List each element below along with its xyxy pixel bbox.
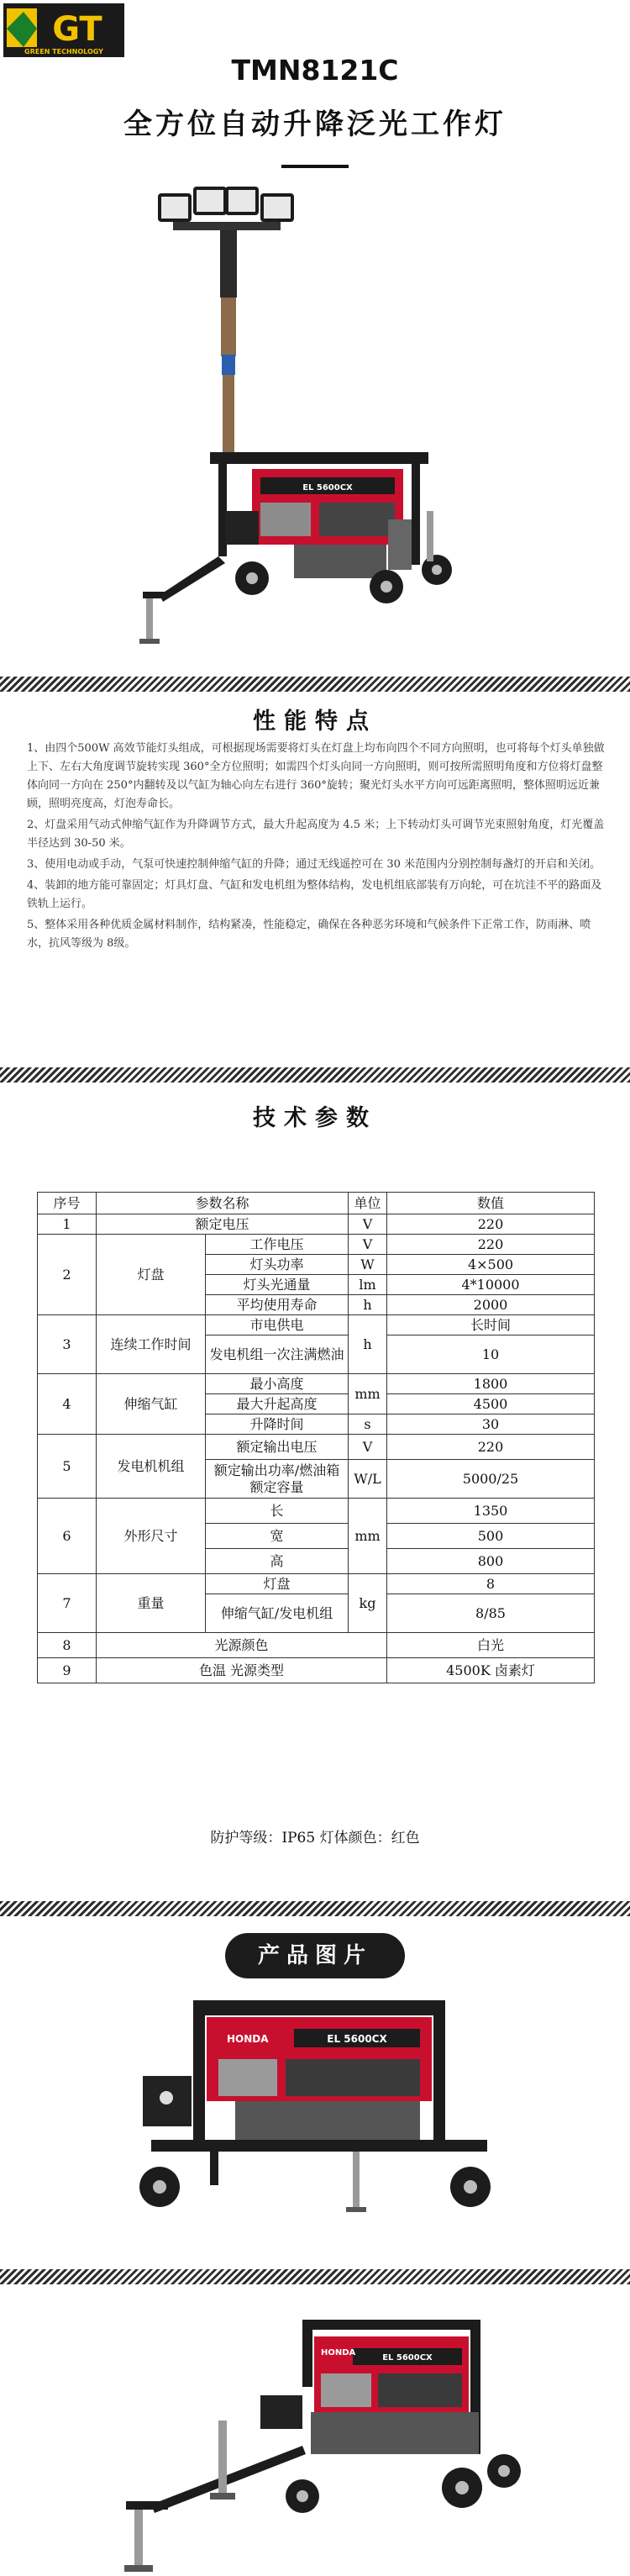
row-index: 5 [38, 1435, 97, 1499]
param-value: 4500 [387, 1394, 595, 1414]
table-row [38, 1435, 595, 1460]
param-sub: 长 [206, 1499, 349, 1524]
param-value: 220 [387, 1435, 595, 1460]
photo2-generator-model: EL 5600CX [382, 2353, 433, 2363]
param-sub: 最小高度 [206, 1374, 349, 1394]
param-sub: 额定输出功率/燃油箱额定容量 [206, 1460, 349, 1499]
feature-item: 1、由四个500W 高效节能灯头组成，可根据现场需要将灯头在灯盘上均布向四个不同方向照明，也可将每个灯头单独做上下、左右大角度调节旋转实现 360°全方位照明；如需四个灯头向同一方向照明，则可按所需照明角度和方位将灯盘整体向同一方向在 250°内翻转及以气缸为轴心向左右进行 360°旋转；聚光灯头水平方向可远距离照明，整体照明远近兼顾，照明亮度高，灯泡寿命长。 [27, 742, 605, 810]
model-number: TMN8121C [231, 54, 399, 87]
param-unit: V [349, 1214, 387, 1235]
table-row [38, 1235, 595, 1255]
header-cell: 序号 [38, 1193, 97, 1214]
section-divider [0, 2269, 630, 2284]
param-value: 800 [387, 1549, 595, 1574]
param-sub: 平均使用寿命 [206, 1295, 349, 1315]
row-index: 6 [38, 1499, 97, 1574]
features-heading: 性能特点 [253, 709, 377, 735]
param-sub: 宽 [206, 1524, 349, 1549]
param-sub: 伸缩气缸/发电机组 [206, 1594, 349, 1633]
param-value: 4*10000 [387, 1275, 595, 1295]
param-value: 5000/25 [387, 1460, 595, 1499]
header-cell: 单位 [349, 1193, 387, 1214]
row-index: 4 [38, 1374, 97, 1435]
param-sub: 灯头功率 [206, 1255, 349, 1275]
photo2-generator-brand: HONDA [321, 2348, 356, 2357]
row-index: 8 [38, 1633, 97, 1658]
param-value: 1800 [387, 1374, 595, 1394]
light-tower-image [126, 175, 479, 654]
features-list [27, 740, 606, 956]
param-name: 色温 光源类型 [97, 1658, 387, 1683]
param-unit: s [349, 1414, 387, 1435]
param-unit: W [349, 1255, 387, 1275]
param-unit: kg [349, 1574, 387, 1633]
param-value: 10 [387, 1335, 595, 1374]
param-value: 30 [387, 1414, 595, 1435]
brand-logo [3, 3, 124, 57]
section-divider [0, 1901, 630, 1916]
section-divider [0, 677, 630, 692]
header-cell: 数值 [387, 1193, 595, 1214]
param-value: 2000 [387, 1295, 595, 1315]
row-index: 9 [38, 1658, 97, 1683]
param-name: 伸缩气缸 [97, 1374, 206, 1435]
param-name: 发电机机组 [97, 1435, 206, 1499]
param-value: 4×500 [387, 1255, 595, 1275]
row-index: 7 [38, 1574, 97, 1633]
param-unit: V [349, 1435, 387, 1460]
logo-text: GT [52, 10, 102, 49]
param-unit: h [349, 1295, 387, 1315]
header-cell: 参数名称 [97, 1193, 349, 1214]
param-value: 220 [387, 1214, 595, 1235]
hero-generator-model: EL 5600CX [302, 483, 353, 493]
photo1-generator-brand: HONDA [227, 2033, 269, 2045]
table-row [38, 1574, 595, 1594]
photo1-generator-model: EL 5600CX [327, 2033, 387, 2045]
param-unit: h [349, 1315, 387, 1374]
param-name: 光源颜色 [97, 1633, 387, 1658]
param-sub: 最大升起高度 [206, 1394, 349, 1414]
table-row [38, 1374, 595, 1394]
param-sub: 市电供电 [206, 1315, 349, 1335]
param-sub: 工作电压 [206, 1235, 349, 1255]
feature-item: 4、装卸的地方能可靠固定；灯具灯盘、气缸和发电机组为整体结构，发电机组底部装有万向轮，可在坑洼不平的路面及铁轨上运行。 [27, 879, 602, 910]
generator-photo [126, 1992, 512, 2219]
param-value: 8/85 [387, 1594, 595, 1633]
specs-heading: 技术参数 [253, 1105, 377, 1131]
table-header-row [38, 1193, 595, 1214]
row-index: 3 [38, 1315, 97, 1374]
param-value: 500 [387, 1524, 595, 1549]
param-unit: lm [349, 1275, 387, 1295]
param-sub: 灯盘 [206, 1574, 349, 1594]
param-value: 4500K 卤素灯 [387, 1658, 595, 1683]
param-name: 外形尺寸 [97, 1499, 206, 1574]
param-sub: 升降时间 [206, 1414, 349, 1435]
param-sub: 高 [206, 1549, 349, 1574]
table-row [38, 1315, 595, 1335]
product-title: 全方位自动升降泛光工作灯 [123, 108, 507, 141]
param-sub: 发电机组一次注满燃油 [206, 1335, 349, 1374]
feature-item: 2、灯盘采用气动式伸缩气缸作为升降调节方式，最大升起高度为 4.5 米；上下转动灯头可调节光束照射角度，灯光覆盖半径达到 30-50 米。 [27, 819, 605, 850]
param-unit: W/L [349, 1460, 387, 1499]
param-value: 白光 [387, 1633, 595, 1658]
feature-item: 3、使用电动或手动，气泵可快速控制伸缩气缸的升降；通过无线遥控可在 30 米范围内分别控制每盏灯的开启和关闭。 [27, 858, 601, 871]
row-index: 2 [38, 1235, 97, 1315]
param-name: 重量 [97, 1574, 206, 1633]
param-name: 额定电压 [97, 1214, 349, 1235]
feature-item: 5、整体采用各种优质金属材料制作，结构紧凑，性能稳定，确保在各种恶劣环境和气候条件下正常工作，防雨淋、喷水，抗风等级为 8级。 [27, 919, 591, 950]
param-value: 长时间 [387, 1315, 595, 1335]
param-unit: V [349, 1235, 387, 1255]
title-underline [281, 165, 349, 168]
param-sub: 额定输出电压 [206, 1435, 349, 1460]
param-value: 220 [387, 1235, 595, 1255]
param-value: 1350 [387, 1499, 595, 1524]
table-row [38, 1499, 595, 1524]
logo-subtext: GREEN TECHNOLOGY [24, 48, 103, 55]
param-value: 8 [387, 1574, 595, 1594]
table-row [38, 1214, 595, 1235]
param-unit: mm [349, 1374, 387, 1414]
param-name: 连续工作时间 [97, 1315, 206, 1374]
protection-note: 防护等级：IP65 灯体颜色：红色 [210, 1830, 420, 1846]
row-index: 1 [38, 1214, 97, 1235]
section-divider [0, 1067, 630, 1083]
table-row [38, 1633, 595, 1658]
unit-side-photo [101, 2303, 529, 2576]
param-unit: mm [349, 1499, 387, 1574]
param-sub: 灯头光通量 [206, 1275, 349, 1295]
table-row [38, 1658, 595, 1683]
photos-heading: 产品图片 [225, 1933, 405, 1978]
param-name: 灯盘 [97, 1235, 206, 1315]
spec-table [37, 1192, 595, 1683]
